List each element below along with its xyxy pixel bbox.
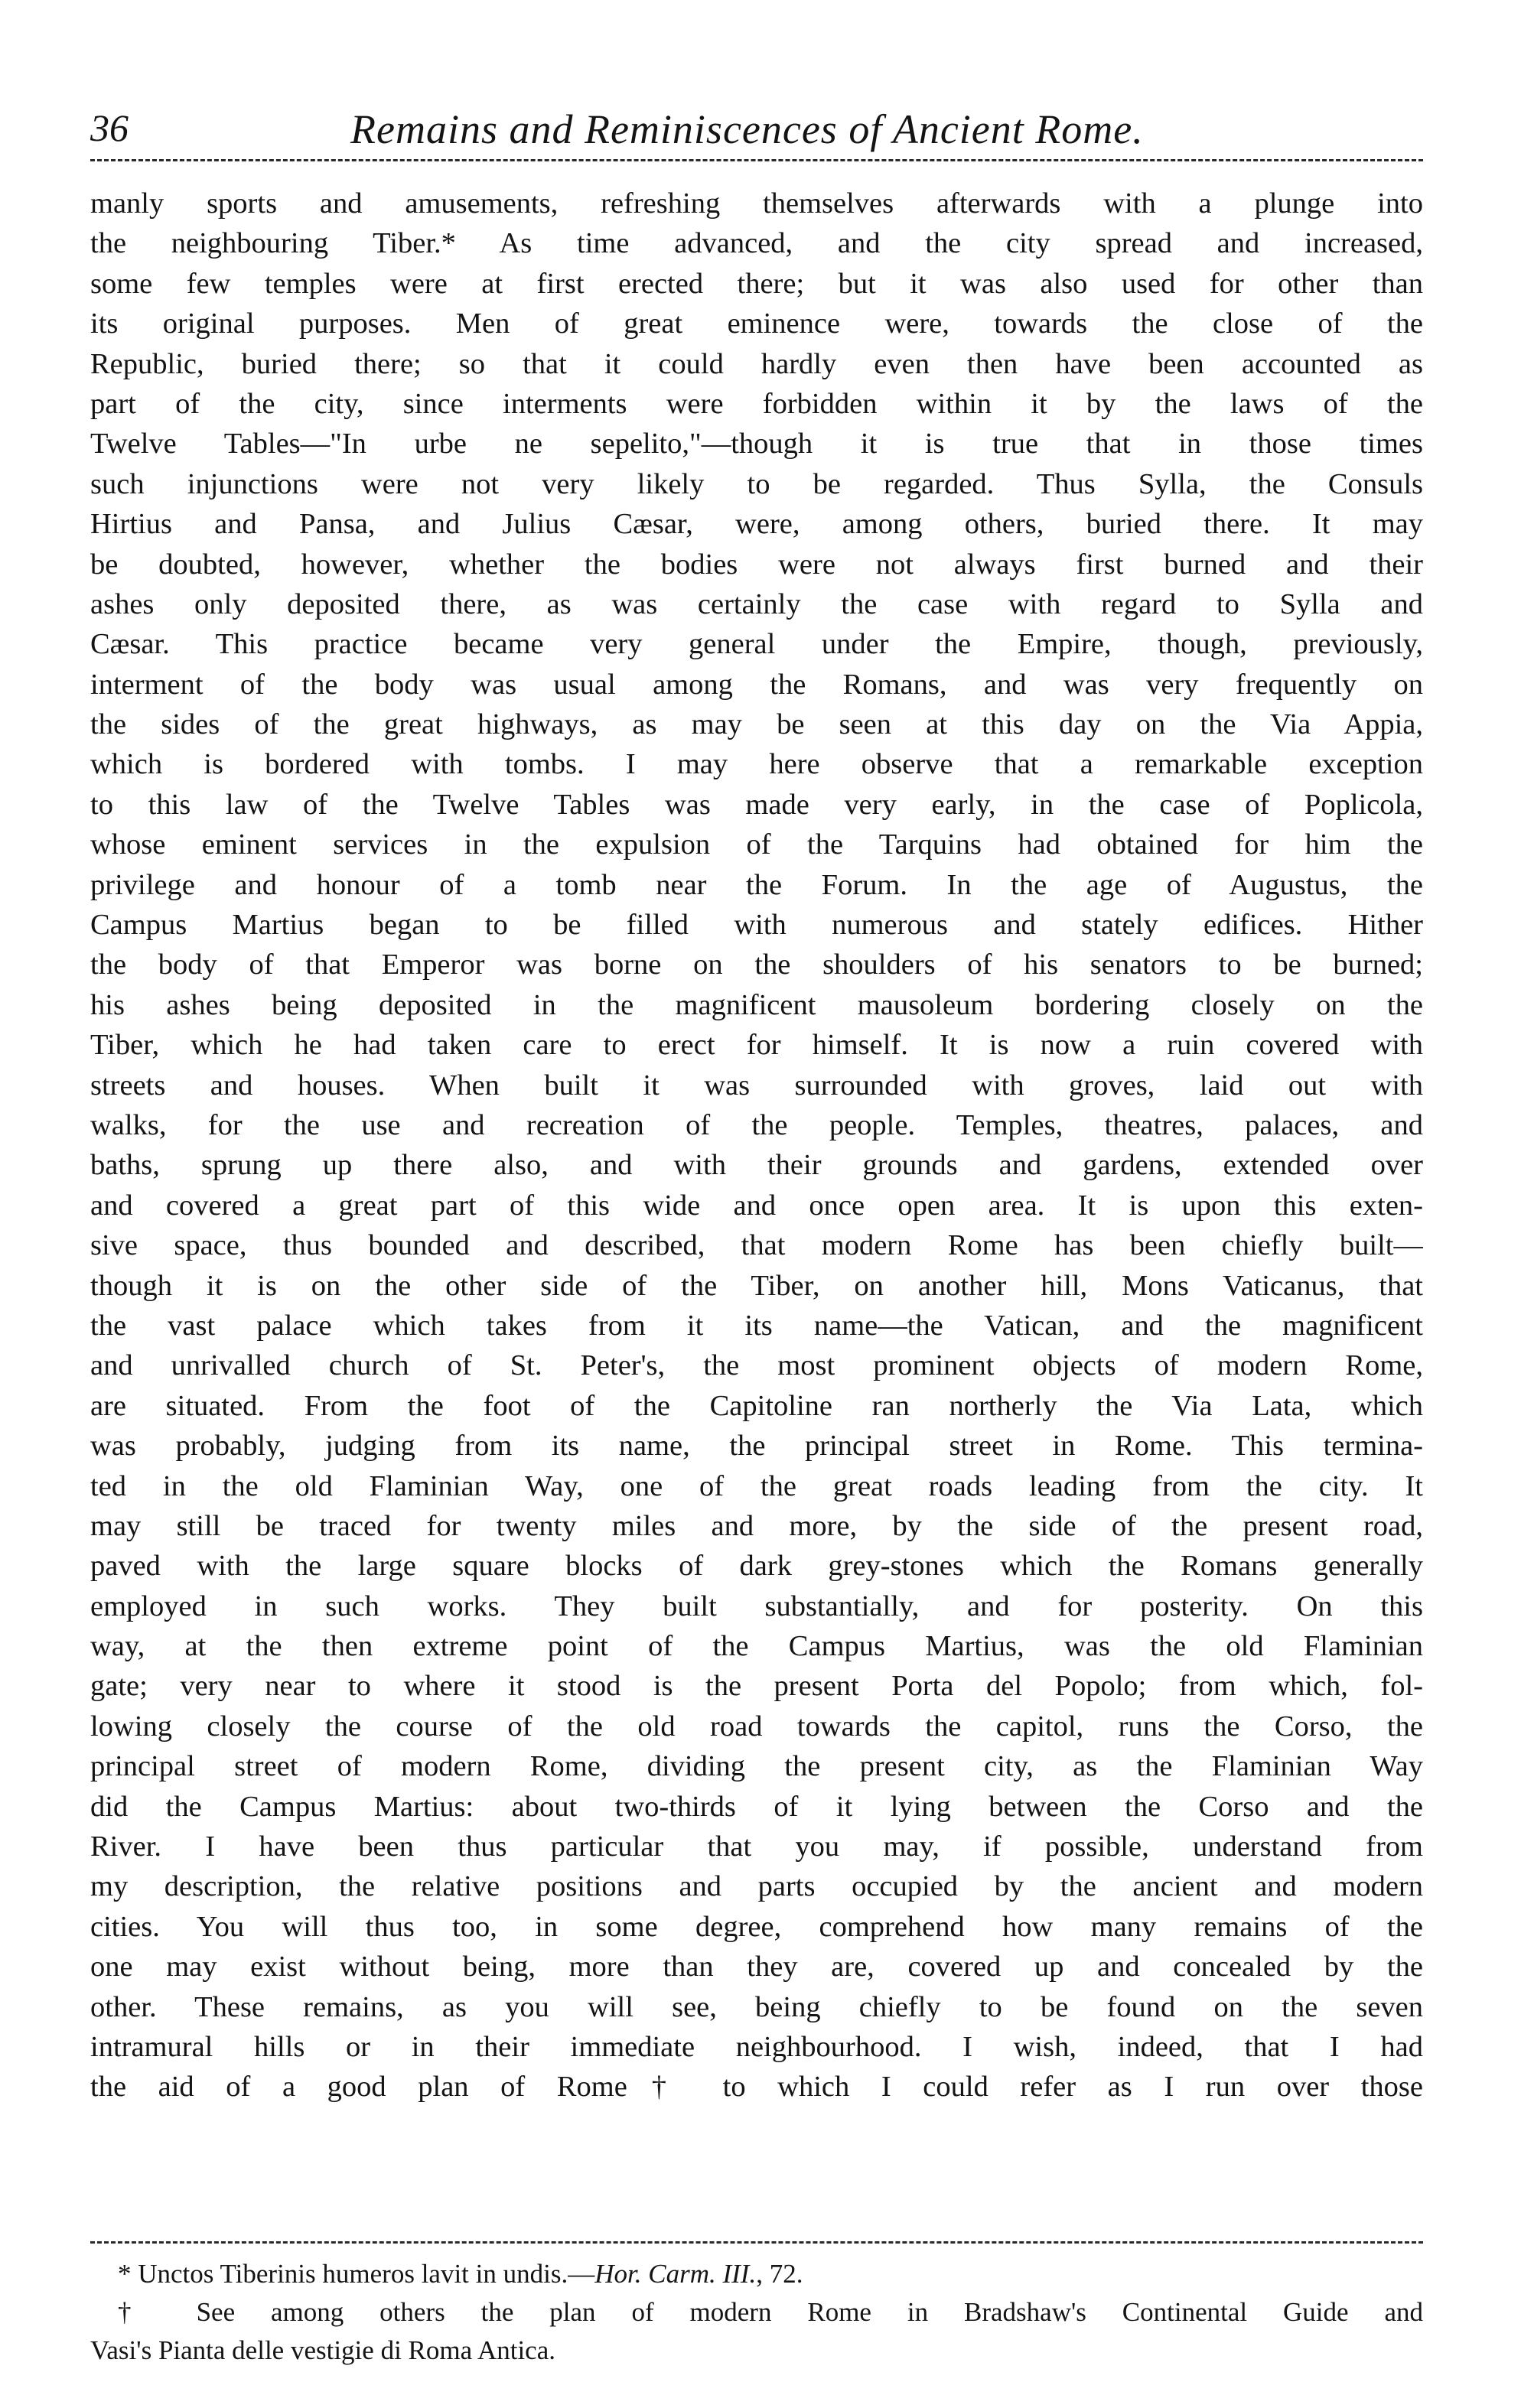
body-line: paved with the large square blocks of dark grey-stones which the Romans generally (90, 1550, 1423, 1583)
body-line: some few temples were at first erected there; but it was also used for other than (90, 267, 1423, 300)
body-line: though it is on the other side of the Tiber, on another hill, Mons Vaticanus, that (90, 1269, 1423, 1302)
page-number: 36 (90, 106, 129, 149)
body-line: the neighbouring Tiber.* As time advanced, and the city spread and increased, (90, 227, 1423, 260)
body-line: Republic, buried there; so that it could hardly even then have been accounted as (90, 347, 1423, 380)
body-line: baths, sprung up there also, and with their grounds and gardens, extended over (90, 1149, 1423, 1182)
body-line: privilege and honour of a tomb near the Forum. In the age of Augustus, the (90, 868, 1423, 901)
body-line: employed in such works. They built substantially, and for posterity. On this (90, 1590, 1423, 1622)
body-line: the sides of the great highways, as may be seen at this day on the Via Appia, (90, 708, 1423, 741)
body-line: whose eminent services in the expulsion of the Tarquins had obtained for him the (90, 828, 1423, 861)
body-line: Twelve Tables—"In urbe ne sepelito,"—though it is true that in those times (90, 428, 1423, 460)
header-rule (90, 159, 1423, 161)
body-line: interment of the body was usual among the Romans, and was very frequently on (90, 668, 1423, 701)
body-line: gate; very near to where it stood is the present Porta del Popolo; from which, fol- (90, 1670, 1423, 1703)
body-line: are situated. From the foot of the Capitoline ran northerly the Via Lata, which (90, 1389, 1423, 1422)
footnote-2-line-2: Vasi's Pianta delle vestigie di Roma Antica. (90, 2335, 556, 2365)
body-line: one may exist without being, more than they are, covered up and concealed by the (90, 1951, 1423, 1983)
body-line: be doubted, however, whether the bodies were not always first burned and their (90, 548, 1423, 581)
body-line: sive space, thus bounded and described, that modern Rome has been chiefly built— (90, 1229, 1423, 1262)
body-line: Hirtius and Pansa, and Julius Cæsar, were, among others, buried there. It may (90, 508, 1423, 541)
body-line: principal street of modern Rome, dividing the present city, as the Flaminian Way (90, 1750, 1423, 1783)
body-line: part of the city, since interments were forbidden within it by the laws of the (90, 387, 1423, 420)
body-line: walks, for the use and recreation of the people. Temples, theatres, palaces, and (90, 1108, 1423, 1141)
page-header (90, 106, 1423, 159)
body-line: other. These remains, as you will see, being chiefly to be found on the seven (90, 1990, 1423, 2023)
body-line: the vast palace which takes from it its name—the Vatican, and the magnificent (90, 1309, 1423, 1342)
body-line: was probably, judging from its name, the principal street in Rome. This termina- (90, 1430, 1423, 1463)
body-line: cities. You will thus too, in some degree, comprehend how many remains of the (90, 1910, 1423, 1943)
footnotes (90, 2255, 1423, 2370)
body-line: ted in the old Flaminian Way, one of the great roads leading from the city. It (90, 1469, 1423, 1502)
body-line: Campus Martius began to be filled with numerous and stately edifices. Hither (90, 909, 1423, 942)
body-line: ashes only deposited there, as was certainly the case with regard to Sylla and (90, 587, 1423, 620)
body-line: intramural hills or in their immediate neighbourhood. I wish, indeed, that I had (90, 2030, 1423, 2063)
body-line: manly sports and amusements, refreshing themselves afterwards with a plunge into (90, 187, 1423, 220)
body-line: to this law of the Twelve Tables was made very early, in the case of Poplicola, (90, 788, 1423, 821)
body-line: way, at the then extreme point of the Campus Martius, was the old Flaminian (90, 1630, 1423, 1663)
body-line: my description, the relative positions and parts occupied by the ancient and modern (90, 1870, 1423, 1903)
body-line: streets and houses. When built it was surrounded with groves, laid out with (90, 1069, 1423, 1101)
body-line: River. I have been thus particular that you may, if possible, understand from (90, 1830, 1423, 1863)
body-line: did the Campus Martius: about two-thirds of it lying between the Corso and the (90, 1790, 1423, 1823)
body-line: Cæsar. This practice became very general under the Empire, though, previously, (90, 628, 1423, 661)
footnote-1-end: , 72. (756, 2259, 803, 2289)
body-line: which is bordered with tombs. I may here observe that a remarkable exception (90, 748, 1423, 781)
running-head: Remains and Reminiscences of Ancient Rome. (350, 106, 1144, 152)
body-line: his ashes being deposited in the magnificent mausoleum bordering closely on the (90, 988, 1423, 1021)
body-line: lowing closely the course of the old road towards the capitol, runs the Corso, the (90, 1710, 1423, 1743)
footnote-1-text: * Unctos Tiberinis humeros lavit in undis.— (118, 2259, 595, 2289)
body-line: and unrivalled church of St. Peter's, the most prominent objects of modern Rome, (90, 1349, 1423, 1382)
body-text (90, 184, 1423, 2107)
body-line: such injunctions were not very likely to be regarded. Thus Sylla, the Consuls (90, 467, 1423, 500)
body-line: the aid of a good plan of Rome† to which I could refer as I run over those (90, 2071, 1423, 2104)
body-line: may still be traced for twenty miles and more, by the side of the present road, (90, 1509, 1423, 1542)
body-line: Tiber, which he had taken care to erect for himself. It is now a ruin covered with (90, 1029, 1423, 1062)
body-line: the body of that Emperor was borne on the shoulders of his senators to be burned; (90, 949, 1423, 981)
footnote-rule (90, 2241, 1423, 2244)
footnote-2-line-1: † See among others the plan of modern Rome in Bradshaw's Continental Guide and (118, 2297, 1423, 2327)
body-line: and covered a great part of this wide and once open area. It is upon this exten- (90, 1189, 1423, 1222)
body-line: its original purposes. Men of great eminence were, towards the close of the (90, 308, 1423, 340)
footnote-1-reference: Hor. Carm. III. (594, 2259, 757, 2289)
footnote-1 (90, 2255, 1423, 2293)
